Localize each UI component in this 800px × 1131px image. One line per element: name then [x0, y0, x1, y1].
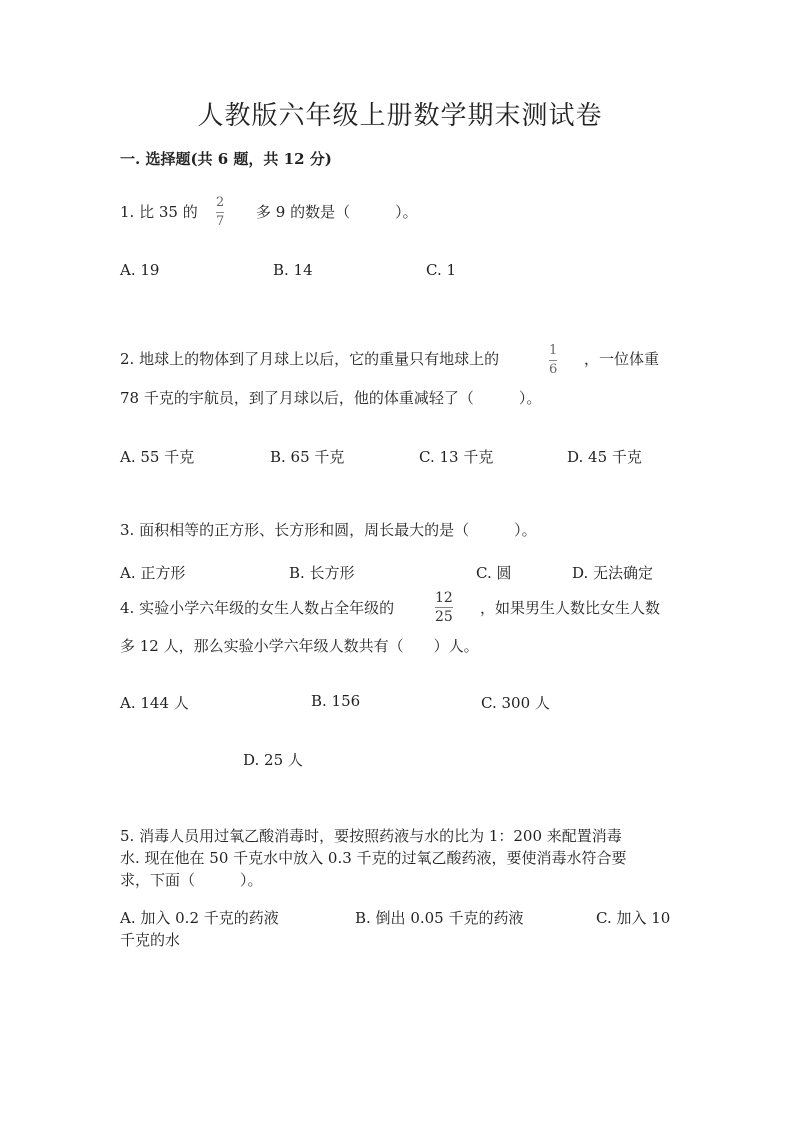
fraction-bar — [435, 607, 453, 608]
q1-option-b[interactable]: B. 14 — [273, 261, 313, 279]
q2-option-a[interactable]: A. 55 千克 — [120, 448, 195, 466]
question-2-fraction — [549, 344, 557, 377]
question-4-line1-post: ，如果男生人数比女生人数 — [480, 599, 661, 617]
question-1-text-post: 多 9 的数是（ ）。 — [256, 203, 418, 221]
q3-option-b[interactable]: B. 长方形 — [289, 564, 355, 582]
question-5-line2: 水. 现在他在 50 千克水中放入 0.3 千克的过氧乙酸药液，要使消毒水符合要 — [120, 849, 627, 867]
q5-option-c[interactable]: C. 加入 10 — [596, 909, 671, 927]
fraction-denominator: 7 — [216, 214, 225, 229]
q2-option-b[interactable]: B. 65 千克 — [270, 448, 345, 466]
q3-option-a[interactable]: A. 正方形 — [120, 564, 186, 582]
question-5-line1: 5. 消毒人员用过氧乙酸消毒时，要按照药液与水的比为 1：200 来配置消毒 — [120, 827, 622, 845]
q4-option-a[interactable]: A. 144 人 — [120, 694, 189, 712]
question-2-line1-pre: 2. 地球上的物体到了月球上以后，它的重量只有地球上的 — [120, 350, 500, 368]
q1-option-c[interactable]: C. 1 — [426, 261, 457, 279]
section-heading: 一. 选择题(共 6 题，共 12 分) — [120, 150, 332, 168]
fraction-numerator: 12 — [435, 590, 453, 606]
question-1-fraction — [216, 196, 224, 229]
fraction-denominator: 6 — [549, 362, 558, 377]
q4-option-d[interactable]: D. 25 人 — [243, 751, 303, 769]
q2-option-d[interactable]: D. 45 千克 — [567, 448, 642, 466]
page-title: 人教版六年级上册数学期末测试卷 — [197, 101, 603, 131]
q1-option-a[interactable]: A. 19 — [120, 261, 160, 279]
q2-option-c[interactable]: C. 13 千克 — [419, 448, 494, 466]
question-5-line3: 求，下面（ ）。 — [120, 871, 263, 889]
fraction-bar — [216, 212, 224, 213]
q5-option-a[interactable]: A. 加入 0.2 千克的药液 — [120, 909, 279, 927]
question-4-fraction — [435, 591, 453, 624]
question-4-line2: 多 12 人，那么实验小学六年级人数共有（ ）人。 — [120, 637, 479, 655]
fraction-denominator: 25 — [435, 609, 453, 625]
question-2-line1-post: ，一位体重 — [584, 350, 660, 368]
fraction-numerator: 2 — [216, 195, 225, 210]
fraction-numerator: 1 — [549, 343, 558, 358]
question-2-line2: 78 千克的宇航员，到了月球以后，他的体重减轻了（ ）。 — [120, 389, 542, 407]
fraction-bar — [549, 360, 557, 361]
q3-option-d[interactable]: D. 无法确定 — [572, 564, 654, 582]
q4-option-b[interactable]: B. 156 — [311, 692, 361, 710]
question-4-line1-pre: 4. 实验小学六年级的女生人数占全年级的 — [120, 599, 395, 617]
question-1-text-pre: 1. 比 35 的 — [120, 203, 198, 221]
q5-option-c-continued: 千克的水 — [120, 931, 181, 949]
q4-option-c[interactable]: C. 300 人 — [481, 694, 550, 712]
question-3-text: 3. 面积相等的正方形、长方形和圆，周长最大的是（ ）。 — [120, 521, 537, 539]
q5-option-b[interactable]: B. 倒出 0.05 千克的药液 — [355, 909, 524, 927]
q3-option-c[interactable]: C. 圆 — [476, 564, 512, 582]
